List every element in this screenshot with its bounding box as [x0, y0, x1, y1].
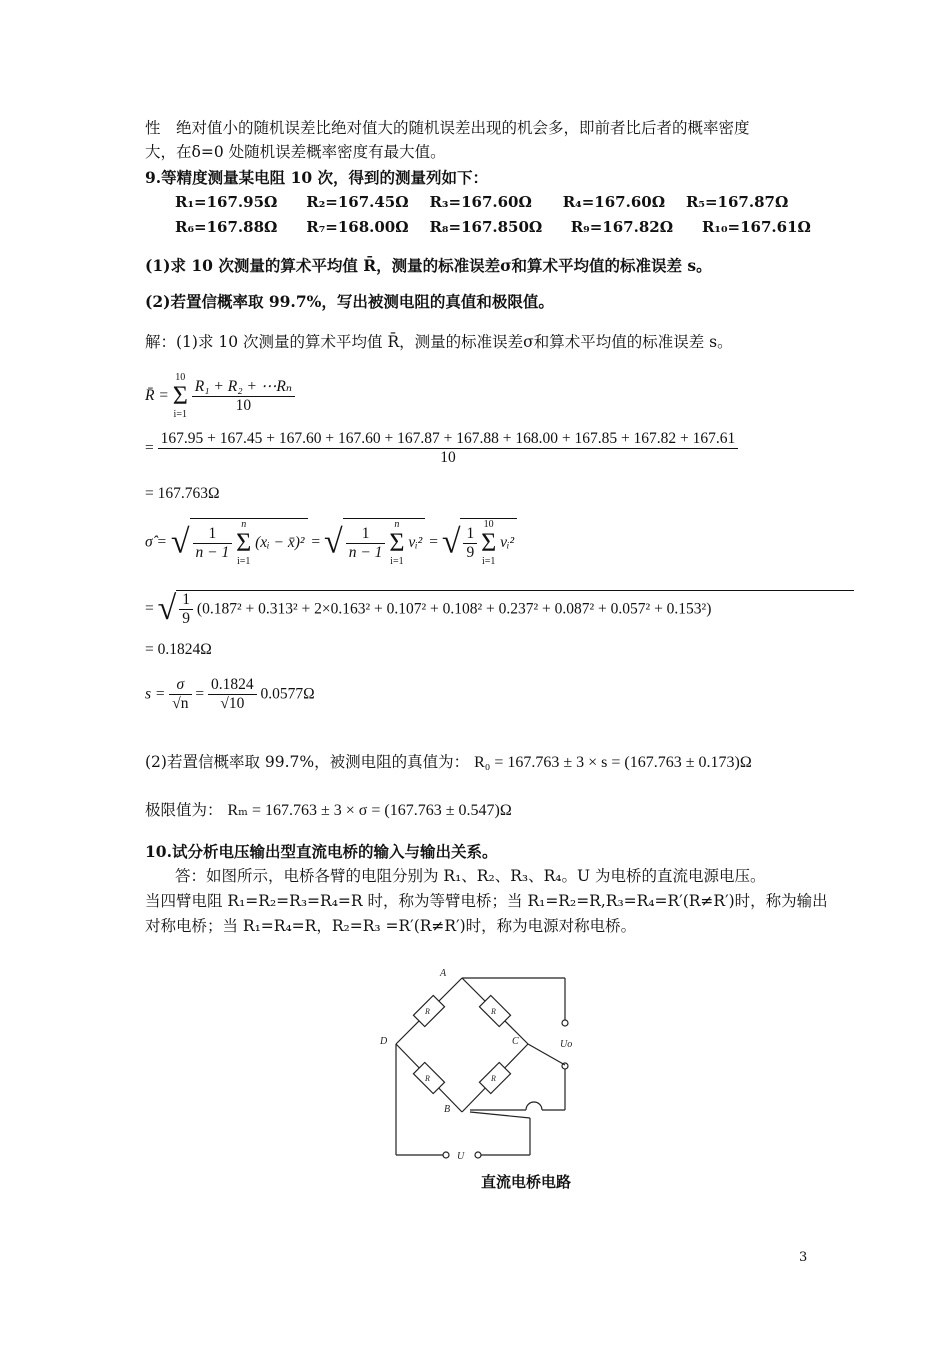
answer-intro: 解：(1)求 10 次测量的算术平均值 R̄，测量的标准误差σ和算术平均值的标准误差 s。	[145, 333, 733, 351]
q10-line-3: 对称电桥；当 R₁=R₄=R，R₂=R₃ =R′(R≠R′)时，称为电源对称电桥。	[145, 917, 637, 935]
q9-title: 9.等精度测量某电阻 10 次，得到的测量列如下：	[145, 168, 489, 187]
eq-mean-numerator: R₁ + R₂ + ⋯Rₙ	[192, 377, 295, 397]
sigma-radicand-2: $\frac{1}{n - 1}$ n Σ i=1 vᵢ²	[343, 518, 426, 567]
sum-top: 10	[483, 519, 494, 530]
sum-top: n	[394, 519, 400, 530]
node-a-label: A	[440, 968, 447, 979]
s-den-2: √10	[220, 695, 245, 712]
frac-den: n − 1	[195, 543, 230, 561]
true-value-formula: R₀ = 167.763 ± 3 × s = (167.763 ± 0.173)Ω	[474, 754, 752, 771]
eq-numeric-denominator: 10	[440, 449, 456, 466]
r-value: R₉=167.82Ω	[570, 218, 674, 236]
r-value: R₅=167.87Ω	[685, 193, 789, 211]
bridge-circuit-diagram	[370, 960, 600, 1170]
r-value: R₇=168.00Ω	[306, 218, 409, 236]
r-value: R₆=167.88Ω	[175, 218, 278, 236]
s-result: 0.0577Ω	[260, 685, 315, 703]
output-uo-label: Uo	[560, 1039, 573, 1050]
intro-line-1: 性 绝对值小的随机误差比绝对值大的随机误差出现的机会多，即前者比后者的概率密度	[145, 119, 750, 137]
frac-num: 1	[179, 591, 193, 610]
sigma-result: = 0.1824Ω	[145, 641, 212, 658]
sigma-term-2: vᵢ²	[408, 534, 423, 551]
supply-u-label: U	[457, 1151, 465, 1162]
intro-line-2: 大，在δ=0 处随机误差概率密度有最大值。	[145, 143, 446, 161]
sigma-expansion-radicand	[176, 590, 854, 628]
frac-num: 1	[463, 525, 477, 544]
page-number: 3	[799, 1250, 808, 1265]
q10-title: 10.试分析电压输出型直流电桥的输入与输出关系。	[145, 842, 498, 861]
resistance-row-1	[175, 193, 788, 211]
eq-sigma-definition: σ̂ = √ $\frac{1}{n - 1}$ n Σ i=1 (xᵢ − x̄)² = √ $\frac{1}{n - 1}$ n Σ i=1 vᵢ² = √ $\frac{1}{9}$ 10 Σ i=1 vᵢ²	[145, 518, 517, 567]
node-d-label: D	[380, 1036, 388, 1047]
r3-label: R	[425, 1074, 430, 1083]
r2-label: R	[491, 1007, 496, 1016]
frac-num: 1	[193, 525, 233, 544]
eq-mean-fraction	[192, 377, 295, 415]
r1-label: R	[425, 1007, 430, 1016]
eq-mean-denominator: 10	[235, 397, 252, 414]
eq-numeric-numerator: 167.95 + 167.45 + 167.60 + 167.60 + 167.87 + 167.88 + 168.00 + 167.85 + 167.82 + 167.61	[158, 430, 739, 449]
eq-s: s = $\frac{\sigma}{√n}$ = $\frac{0.1824}{√10}$ 0.0577Ω	[145, 676, 315, 712]
eq-mean-result: = 167.763Ω	[145, 485, 220, 502]
q10-line-1: 答：如图所示，电桥各臂的电阻分别为 R₁、R₂、R₃、R₄。U 为电桥的直流电源电压。	[175, 867, 766, 885]
limit-formula: Rₘ = 167.763 ± 3 × σ = (167.763 ± 0.547)Ω	[227, 802, 512, 819]
frac-den: n − 1	[348, 543, 383, 561]
sigma-radicand-3: $\frac{1}{9}$ 10 Σ i=1 vᵢ²	[460, 518, 517, 567]
s-num-2: 0.1824	[208, 676, 257, 695]
sum-top: n	[241, 519, 247, 530]
q10-line-2: 当四臂电阻 R₁=R₂=R₃=R₄=R 时，称为等臂电桥；当 R₁=R₂=R,R₃=R₄=R′(R≠R′)时，称为输出	[145, 892, 828, 910]
resistance-row-2	[175, 218, 811, 236]
sigma-radicand-1: $\frac{1}{n - 1}$ n Σ i=1 (xᵢ − x̄)²	[190, 518, 308, 567]
q9-part1: (1)求 10 次测量的算术平均值 R̄，测量的标准误差σ和算术平均值的标准误差 s。	[145, 256, 712, 275]
eq-sigma-expansion: = √ $\frac{1}{9}$ (0.187² + 0.313² + 2×0.163² + 0.107² + 0.108² + 0.237² + 0.087² + 0.057² + 0.153²)	[145, 590, 854, 628]
r-value: R₁₀=167.61Ω	[701, 218, 811, 236]
q9-part2: (2)若置信概率取 99.7%，写出被测电阻的真值和极限值。	[145, 292, 554, 311]
sum-top: 10	[175, 372, 186, 383]
part2-answer	[145, 752, 752, 773]
limit-value	[145, 800, 512, 821]
frac-den: 9	[182, 610, 191, 627]
eq-mean-lhs: R̄ =	[145, 387, 169, 404]
node-c-label: C	[512, 1036, 519, 1047]
r-value: R₄=167.60Ω	[562, 193, 666, 211]
r4-label: R	[491, 1074, 496, 1083]
sigma-expansion-terms: (0.187² + 0.313² + 2×0.163² + 0.107² + 0.108² + 0.237² + 0.087² + 0.057² + 0.153²)	[196, 600, 712, 618]
part2-answer-text: (2)若置信概率取 99.7%，被测电阻的真值为：	[145, 753, 470, 771]
node-b-label: B	[444, 1104, 451, 1115]
s-num: σ	[169, 676, 191, 695]
eq-mean-definition	[145, 372, 295, 420]
sum-bottom: i=1	[173, 409, 187, 420]
eq-mean-numeric-fraction	[158, 430, 739, 467]
sigma-term-3: vᵢ²	[500, 534, 515, 551]
diagram-caption: 直流电桥电路	[481, 1173, 572, 1191]
eq-mean-numeric: = 167.95 + 167.45 + 167.60 + 167.60 + 167.87 + 167.88 + 168.00 + 167.85 + 167.82 + 167.61 10	[145, 430, 738, 467]
sum-bottom: i=1	[236, 556, 251, 567]
sigma-lhs: σ̂ =	[145, 533, 167, 551]
sum-symbol: 10 Σ i=1	[172, 372, 188, 420]
frac-num: 1	[346, 525, 386, 544]
r-value: R₁=167.95Ω	[175, 193, 278, 211]
frac-den: 9	[466, 543, 475, 561]
s-lhs: s =	[145, 685, 166, 703]
sigma-term-1: (xᵢ − x̄)²	[255, 534, 305, 551]
s-den: √n	[172, 695, 189, 712]
sum-bottom: i=1	[481, 556, 496, 567]
r-value: R₃=167.60Ω	[429, 193, 532, 211]
r-value: R₈=167.850Ω	[429, 218, 543, 236]
r-value: R₂=167.45Ω	[306, 193, 409, 211]
limit-label: 极限值为：	[145, 801, 223, 819]
sum-bottom: i=1	[390, 556, 404, 567]
